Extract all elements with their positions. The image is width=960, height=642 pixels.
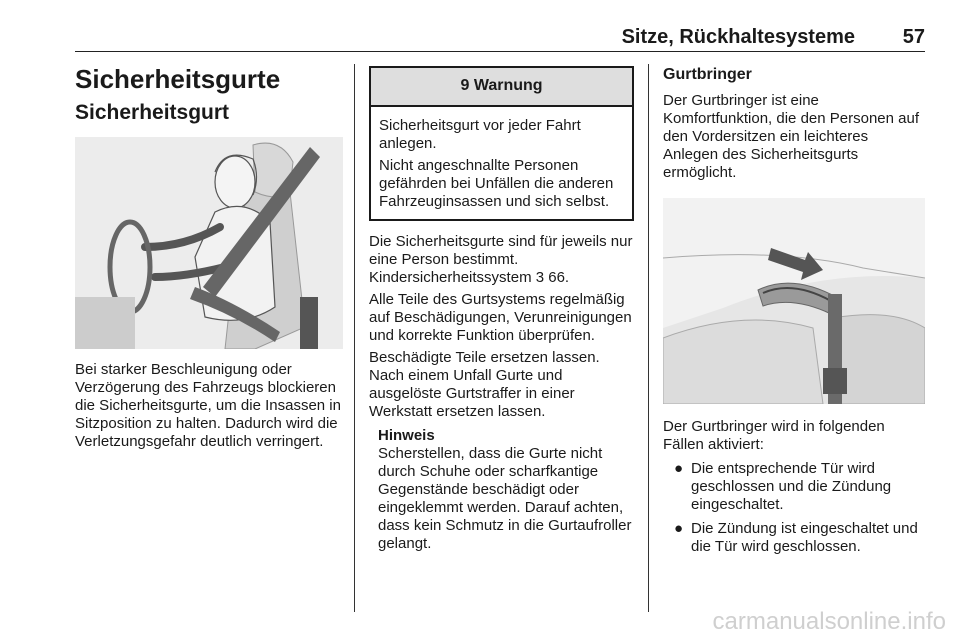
paragraph: Die Sicherheitsgurte sind für jeweils nur eine Person bestimmt. Kindersicherheitssystem 3 66. [369, 233, 633, 286]
page-header [75, 22, 925, 52]
bullet-icon: ● [674, 520, 684, 537]
column-1 [75, 60, 343, 451]
hint-title: Hinweis [378, 427, 435, 444]
warning-header [371, 68, 632, 107]
subsection-title: Sicherheitsgurt [75, 101, 230, 124]
bullet-icon: ● [674, 460, 684, 477]
paragraph: Der Gurtbringer ist eine Komfortfunktion, die den Personen auf den Vordersitzen ein leichteres Anlegen des Sicherheitsgurts ermöglicht. [663, 92, 919, 181]
seatbelt-illustration [75, 137, 343, 349]
warning-title: Warnung [473, 77, 543, 94]
warning-body [371, 107, 632, 219]
column-divider [354, 64, 355, 612]
warning-text: Nicht angeschnallte Personen gefährden bei Unfällen die anderen Fahrzeuginsassen und sich selbst. [379, 157, 614, 210]
list-item-text: Die Zündung ist eingeschaltet und die Tür wird geschlossen. [691, 520, 918, 555]
belt-presenter-illustration [663, 198, 925, 404]
watermark: carmanualsonline.info [712, 608, 946, 635]
warning-text: Sicherheitsgurt vor jeder Fahrt anlegen. [379, 117, 581, 152]
paragraph: Der Gurtbringer wird in folgenden Fällen aktiviert: [663, 418, 885, 453]
column-2 [369, 60, 634, 553]
page-number: 57 [902, 26, 925, 48]
list-item-text: Die entsprechende Tür wird geschlossen und die Zündung eingeschaltet. [691, 460, 892, 513]
hint-text: Scherstellen, dass die Gurte nicht durch Schuhe oder scharfkantige Gegenstände beschädigt oder eingeklemmt werden. Darauf achten, dass kein Schmutz in die Gurtaufroller gelangt. [378, 445, 632, 552]
column-3 [663, 60, 925, 556]
list-item [663, 520, 925, 556]
section-title: Sicherheitsgurte [75, 64, 281, 94]
subsection-title: Gurtbringer [663, 66, 752, 83]
list-item [663, 460, 925, 514]
warning-icon: 9 [460, 77, 470, 94]
column-divider [648, 64, 649, 612]
chapter-title: Sitze, Rückhaltesysteme [621, 26, 855, 48]
activation-list [663, 460, 925, 556]
hint-block [369, 427, 634, 553]
paragraph: Alle Teile des Gurtsystems regelmäßig auf Beschädigungen, Verunreinigungen und korrekte Funktion überprüfen. [369, 291, 632, 344]
warning-box [369, 66, 634, 221]
paragraph: Beschädigte Teile ersetzen lassen. Nach einem Unfall Gurte und ausgelöste Gurtstraffer in einer Werkstatt ersetzen lassen. [369, 349, 600, 420]
intro-paragraph: Bei starker Beschleunigung oder Verzögerung des Fahrzeugs blockieren die Sicherheitsgurte, um die Insassen in Sitzposition zu halten. Dadurch wird die Verletzungsgefahr deutlich verringert. [75, 361, 341, 450]
